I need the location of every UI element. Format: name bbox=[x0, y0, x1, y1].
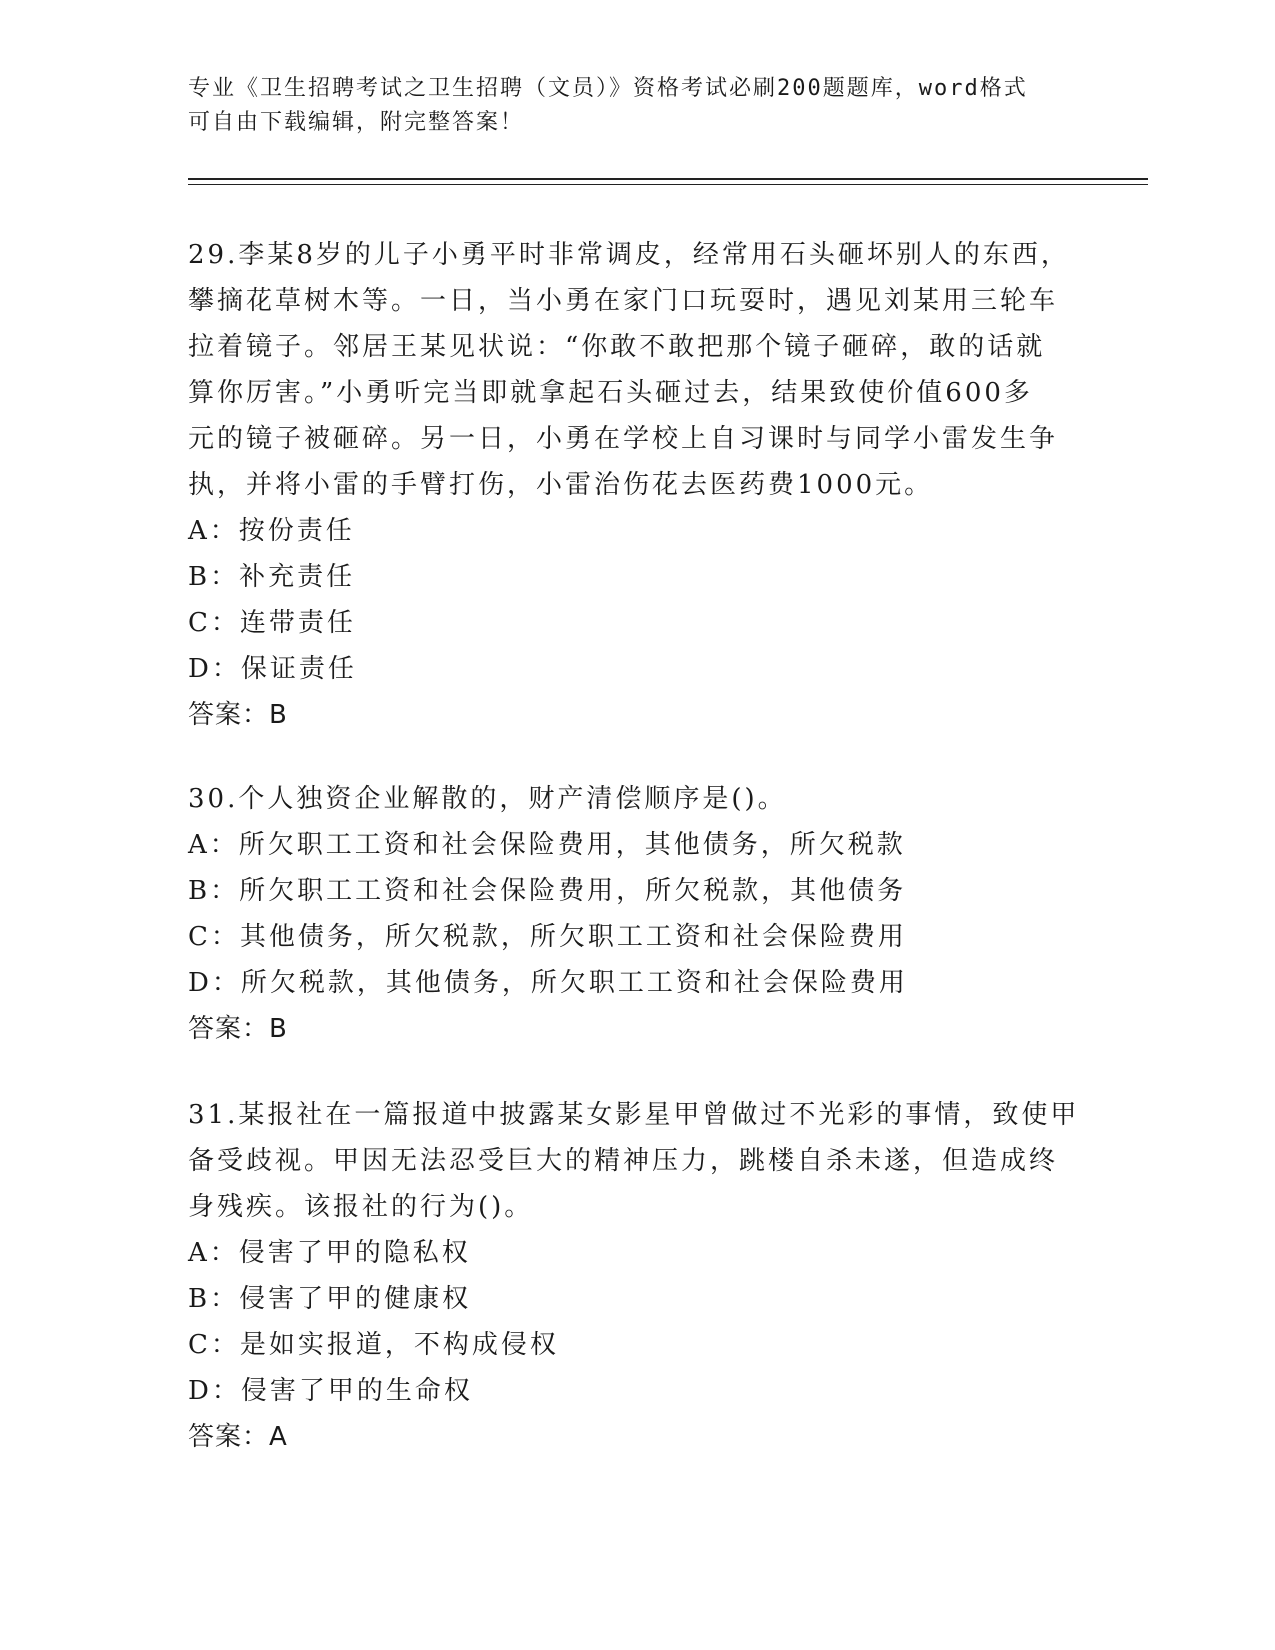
question-text-line: 元的镜子被砸碎。另一日，小勇在学校上自习课时与同学小雷发生争 bbox=[188, 424, 1059, 454]
document-header bbox=[188, 72, 1088, 140]
question-31 bbox=[188, 1092, 1080, 1460]
question-text-line: 30.个人独资企业解散的，财产清偿顺序是()。 bbox=[188, 784, 787, 814]
option-d: D：侵害了甲的生命权 bbox=[188, 1376, 473, 1406]
option-c: C：是如实报道，不构成侵权 bbox=[188, 1330, 559, 1360]
question-text-line: 备受歧视。甲因无法忍受巨大的精神压力，跳楼自杀未遂，但造成终 bbox=[188, 1146, 1059, 1176]
option-c: C：连带责任 bbox=[188, 608, 356, 638]
question-text-line: 31.某报社在一篇报道中披露某女影星甲曾做过不光彩的事情，致使甲 bbox=[188, 1100, 1080, 1130]
option-a: A：按份责任 bbox=[188, 516, 355, 546]
option-b: B：补充责任 bbox=[188, 562, 356, 592]
option-c: C：其他债务，所欠税款，所欠职工工资和社会保险费用 bbox=[188, 922, 907, 952]
answer-label: 答案：B bbox=[188, 700, 288, 730]
question-text-line: 算你厉害。”小勇听完当即就拿起石头砸过去，结果致使价值600多 bbox=[188, 378, 1033, 408]
question-text-line: 执，并将小雷的手臂打伤，小雷治伤花去医药费1000元。 bbox=[188, 470, 934, 500]
question-29 bbox=[188, 232, 1068, 738]
header-title-line-1: 专业《卫生招聘考试之卫生招聘（文员）》资格考试必刷200题题库，word格式 bbox=[188, 76, 1028, 101]
option-d: D：保证责任 bbox=[188, 654, 357, 684]
question-30 bbox=[188, 776, 1068, 1052]
answer-label: 答案：B bbox=[188, 1014, 288, 1044]
question-text-line: 身残疾。该报社的行为()。 bbox=[188, 1192, 534, 1222]
header-title-line-2: 可自由下载编辑，附完整答案！ bbox=[188, 110, 525, 135]
option-b: B：所欠职工工资和社会保险费用，所欠税款，其他债务 bbox=[188, 876, 907, 906]
option-d: D：所欠税款，其他债务，所欠职工工资和社会保险费用 bbox=[188, 968, 908, 998]
question-text-line: 拉着镜子。邻居王某见状说：“你敢不敢把那个镜子砸碎，敢的话就 bbox=[188, 332, 1046, 362]
header-divider bbox=[188, 178, 1148, 185]
option-a: A：所欠职工工资和社会保险费用，其他债务，所欠税款 bbox=[188, 830, 906, 860]
option-a: A：侵害了甲的隐私权 bbox=[188, 1238, 471, 1268]
question-text-line: 攀摘花草树木等。一日，当小勇在家门口玩耍时，遇见刘某用三轮车 bbox=[188, 286, 1059, 316]
option-b: B：侵害了甲的健康权 bbox=[188, 1284, 472, 1314]
question-text-line: 29.李某8岁的儿子小勇平时非常调皮，经常用石头砸坏别人的东西， bbox=[188, 240, 1070, 270]
answer-label: 答案：A bbox=[188, 1422, 288, 1452]
